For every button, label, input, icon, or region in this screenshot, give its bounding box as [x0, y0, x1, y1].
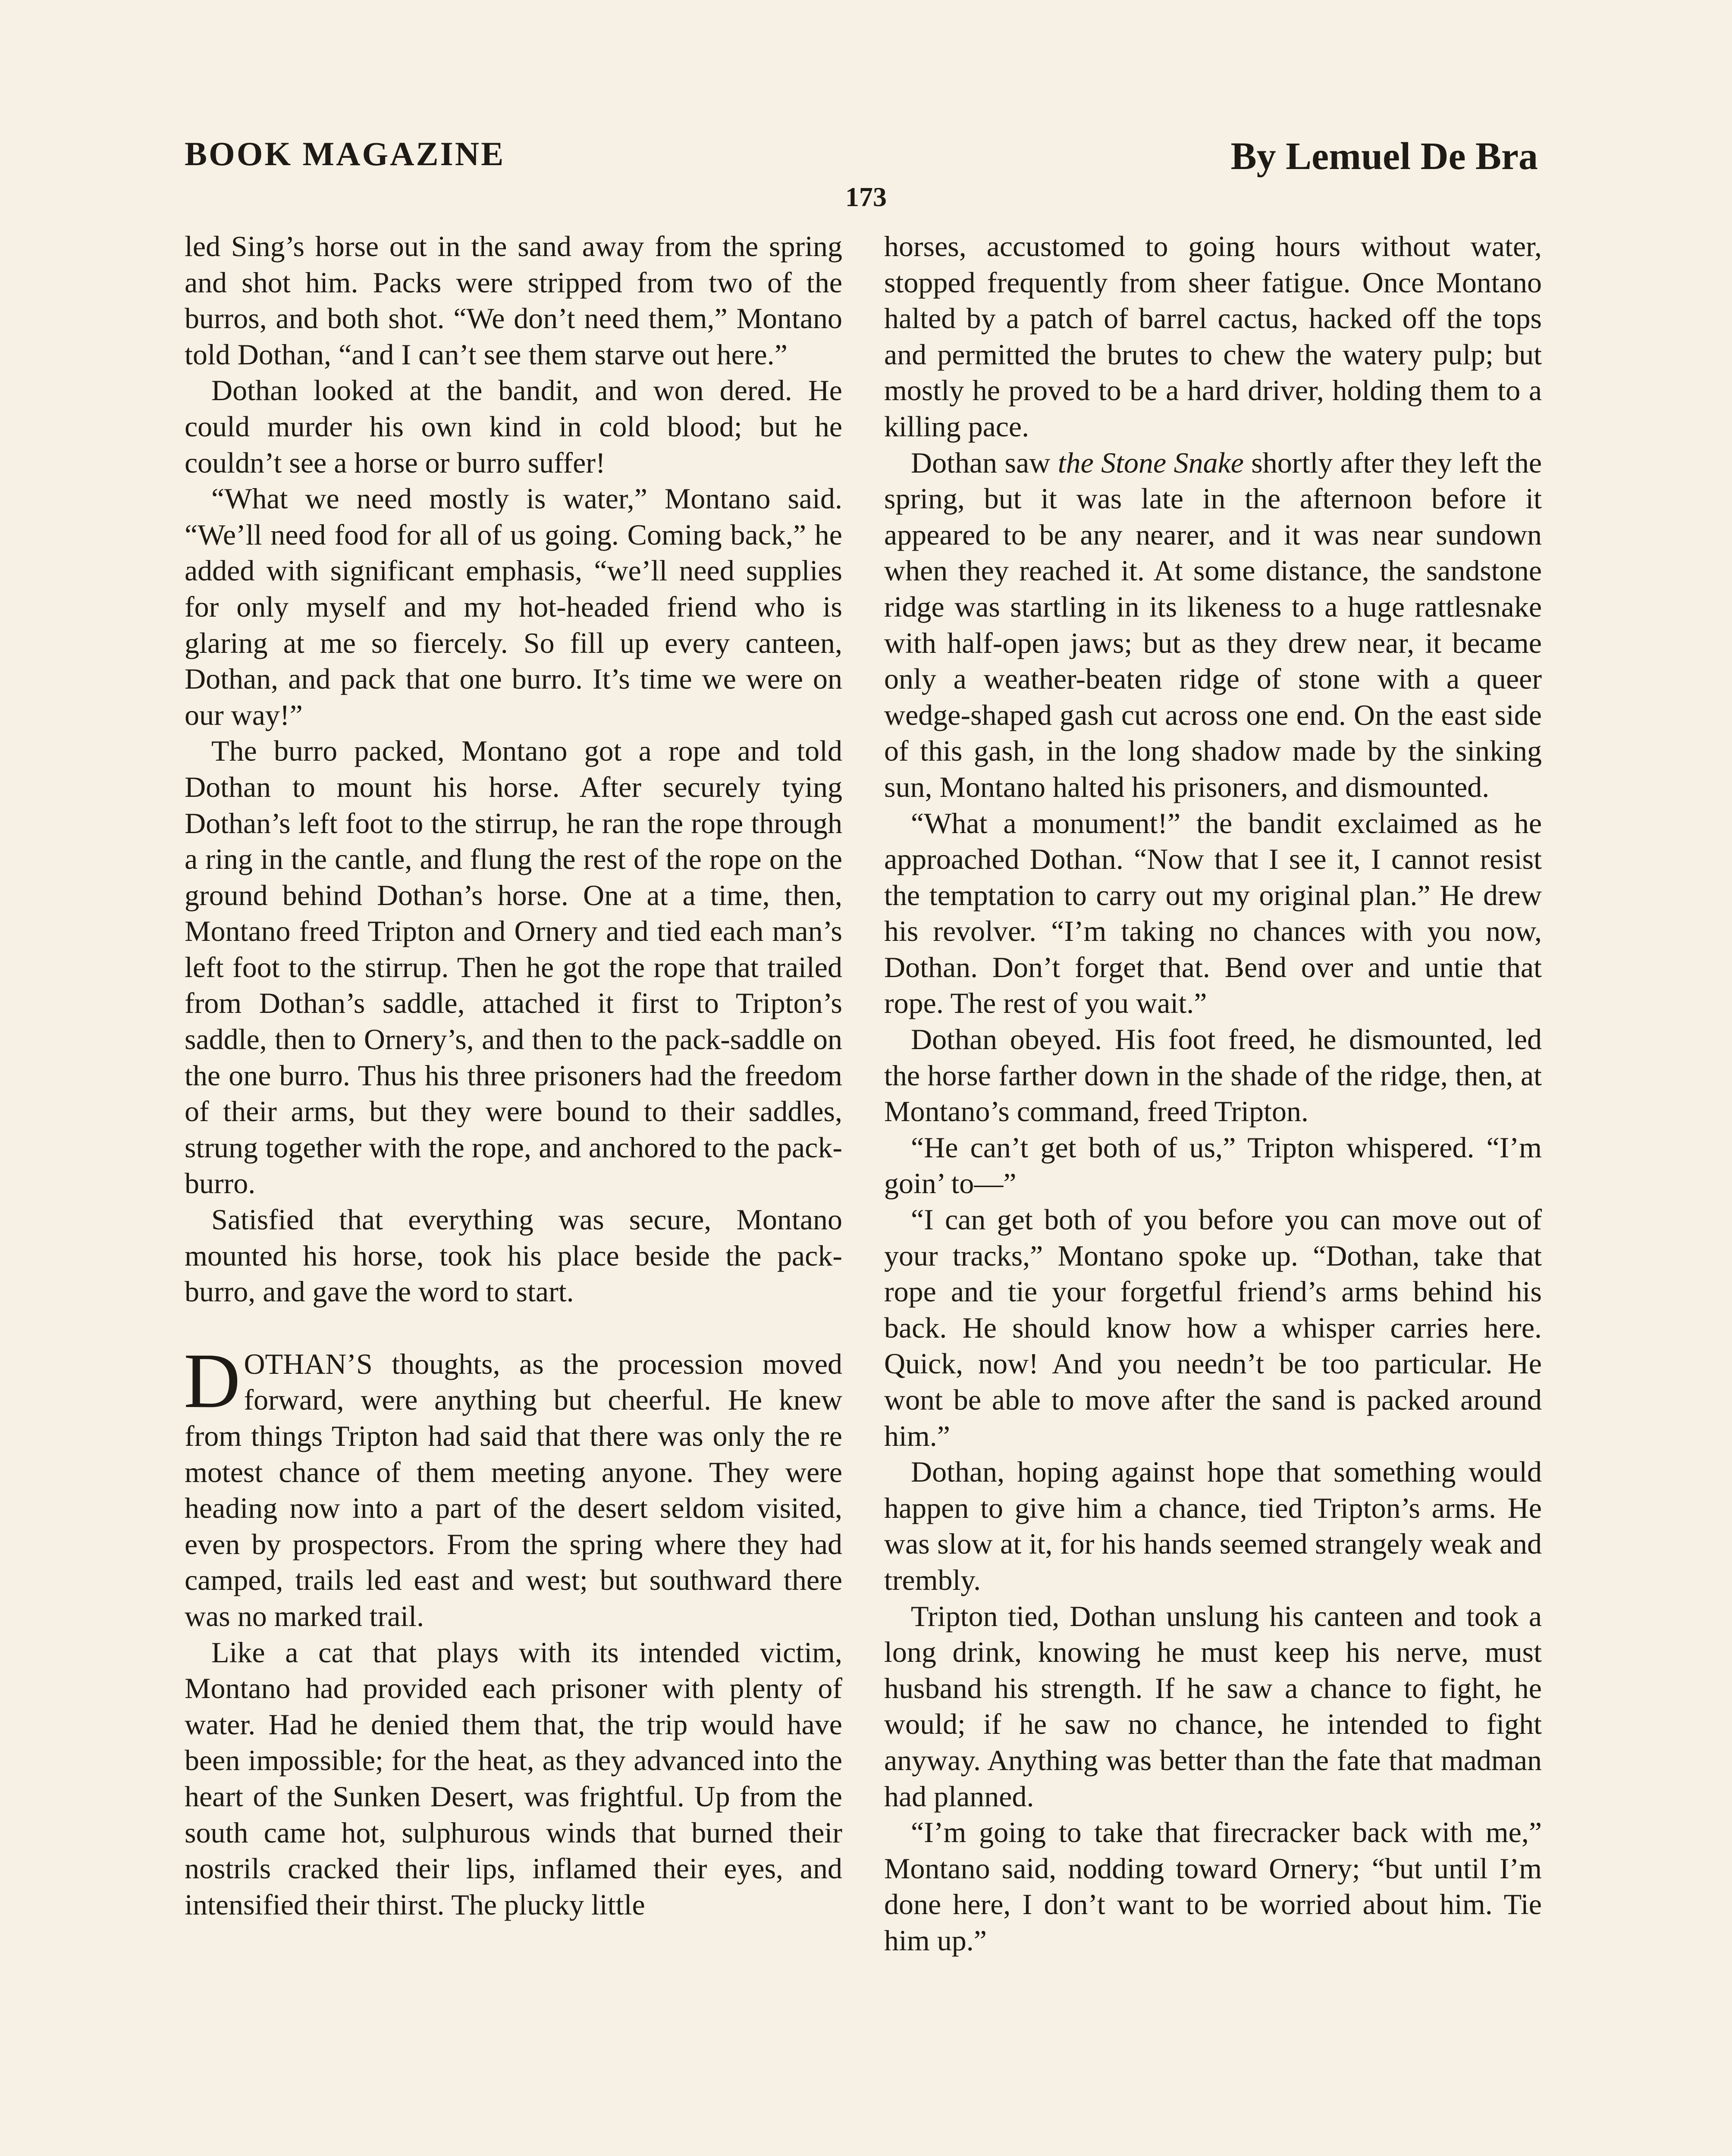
paragraph: “What we need mostly is water,” Montano said. “We’ll need food for all of us going. Coming back,” he added with significant emphasis, “we’ll need supplies for only myself and my hot-headed friend who is glaring at me so fiercely. So fill up every canteen, Dothan, and pack that one burro. It’s time we were on our way!” — [185, 482, 842, 731]
paragraph: Dothan, hoping against hope that something would happen to give him a chance, tied Tripton’s arms. He was slow at it, for his hands seemed strangely weak and trembly. — [884, 1455, 1542, 1596]
paragraph: Dothan obeyed. His foot freed, he dismounted, led the horse farther down in the shade of the ridge, then, at Montano’s command, freed Tripton. — [884, 1023, 1542, 1128]
paragraph: led Sing’s horse out in the sand away from the spring and shot him. Packs were stripped from two of the burros, and both shot. “We don’t need them,” Montano told Dothan, “and I can’t see them starve out here.” — [185, 230, 842, 371]
paragraph: Like a cat that plays with its intended victim, Montano had provided each prisoner with plenty of water. Had he denied them that, the trip would have been impossible; for the heat, as they advanced into the heart of the Sunken Desert, was frightful. Up from the south came hot, sulphurous winds that burned their nostrils cracked their lips, inflamed their eyes, and intensified their thirst. The plucky little — [185, 1636, 842, 1921]
section-opening-paragraph — [184, 1337, 842, 1635]
paragraph-text: Dothan saw — [911, 446, 1051, 479]
left-column — [185, 229, 842, 1923]
paragraph: Tripton tied, Dothan unslung his canteen and took a long drink, knowing he must keep his nerve, must husband his strength. If he saw a chance to fight, he would; if he saw no chance, he intended to fight anyway. Anything was better than the fate that madman had planned. — [884, 1599, 1542, 1813]
paragraph: “What a monument!” the bandit exclaimed as he approached Dothan. “Now that I see it, I cannot resist the temptation to carry out my original plan.” He drew his revolver. “I’m taking no chances with you now, Dothan. Don’t forget that. Bend over and untie that rope. The rest of you wait.” — [884, 806, 1542, 1020]
paragraph: The burro packed, Montano got a rope and told Dothan to mount his horse. After securely tying Dothan’s left foot to the stirrup, he ran the rope through a ring in the cantle, and flung the rest of the rope on the ground behind Dothan’s horse. One at a time, then, Montano freed Tripton and Ornery and tied each man’s left foot to the stirrup. Then he got the rope that trailed from Dothan’s saddle, attached it first to Tripton’s saddle, then to Ornery’s, and then to the pack-saddle on the one burro. Thus his three prisoners had the freedom of their arms, but they were bound to their saddles, strung together with the rope, and anchored to the pack-burro. — [185, 734, 842, 1200]
magazine-title: BOOK MAGAZINE — [185, 135, 505, 172]
paragraph — [884, 445, 1542, 805]
page-number: 173 — [845, 182, 887, 212]
paragraph: “He can’t get both of us,” Tripton whispered. “I’m goin’ to—” — [884, 1131, 1542, 1200]
italic-title: the Stone Snake — [1057, 446, 1244, 479]
paragraph: Satisfied that everything was secure, Montano mounted his horse, took his place beside the pack-burro, and gave the word to start. — [185, 1203, 842, 1308]
paragraph: Dothan looked at the bandit, and won dered. He could murder his own kind in cold blood; but he couldn’t see a horse or burro suffer! — [185, 374, 842, 479]
paragraph: horses, accustomed to going hours without water, stopped frequently from sheer fatigue. Once Montano halted by a patch of barrel cactus, hacked off the tops and permitted the brutes to chew the watery pulp; but mostly he proved to be a hard driver, holding them to a killing pace. — [884, 230, 1542, 443]
paragraph: “I’m going to take that firecracker back with me,” Montano said, nodding toward Ornery; “but until I’m done here, I don’t want to be worried about him. Tie him up.” — [884, 1816, 1542, 1957]
author-byline: By Lemuel De Bra — [1230, 135, 1538, 178]
paragraph-text: shortly after they left the spring, but it was late in the afternoon before it appeared to be any nearer, and it was near sundown when they reached it. At some distance, the sandstone ridge was startling in its likeness to a huge rattlesnake with half-open jaws; but as they drew near, it became only a weather-beaten ridge of stone with a queer wedge-shaped gash cut across one end. On the east side of this gash, in the long shadow made by the sinking sun, Montano halted his prisoners, and dismounted. — [884, 446, 1542, 803]
paragraph: “I can get both of you before you can move out of your tracks,” Montano spoke up. “Dothan, take that rope and tie your forgetful friend’s arms behind his back. He should know how a whisper carries here. Quick, now! And you needn’t be too particular. He wont be able to move after the sand is packed around him.” — [884, 1203, 1542, 1452]
paragraph-text: OTHAN’S thoughts, as the procession moved forward, were anything but cheerful. He knew from things Tripton had said that there was only the re motest chance of them meeting anyone. They were heading now into a part of the desert seldom visited, even by prospectors. From the spring where they had camped, trails led east and west; but southward there was no marked trail. — [185, 1347, 842, 1633]
drop-cap: D — [184, 1337, 241, 1424]
right-column — [884, 229, 1542, 1959]
